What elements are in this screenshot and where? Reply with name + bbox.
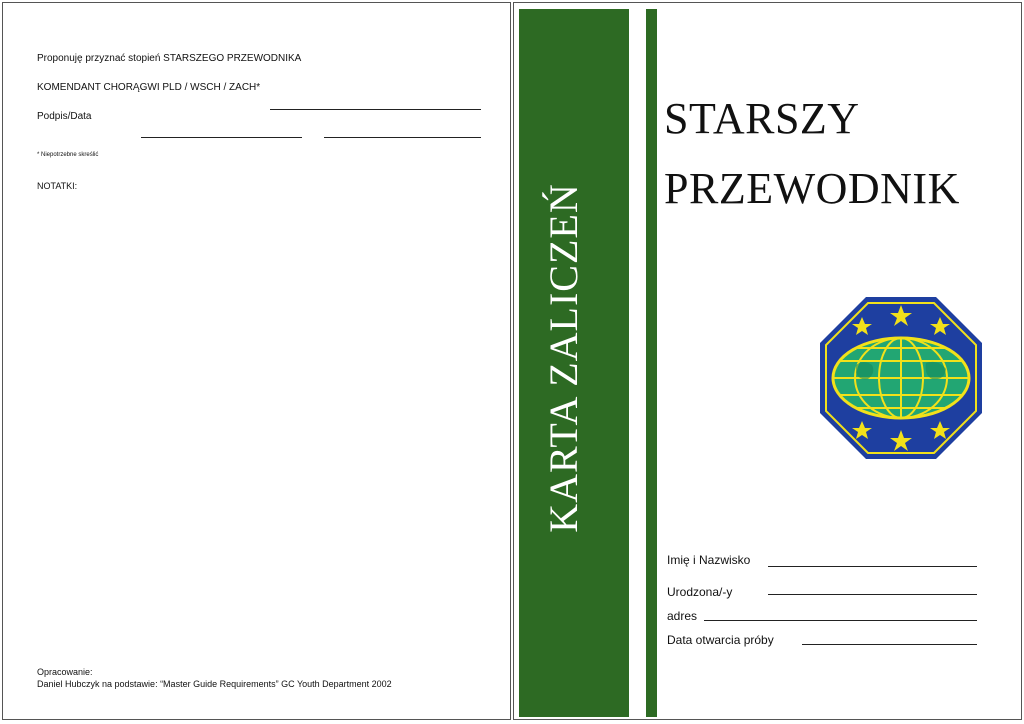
right-page — [513, 2, 1022, 720]
title-line-1: STARSZY — [664, 94, 860, 143]
opening-date-field[interactable] — [802, 644, 977, 645]
credits-text: Daniel Hubczyk na podstawie: “Master Guide Requirements” GC Youth Department 2002 — [37, 679, 392, 689]
credits-label: Opracowanie: — [37, 667, 93, 677]
signature-line[interactable] — [141, 137, 302, 138]
opening-date-label: Data otwarcia próby — [667, 633, 774, 647]
born-label: Urodzona/-y — [667, 585, 733, 599]
name-field[interactable] — [768, 566, 977, 567]
date-line[interactable] — [324, 137, 481, 138]
spine-stripe — [629, 9, 646, 717]
address-field[interactable] — [704, 620, 977, 621]
title-line-2: PRZEWODNIK — [664, 164, 960, 213]
spine-title: KARTA ZALICZEŃ — [541, 183, 586, 533]
signature-label: Podpis/Data — [37, 111, 92, 122]
born-field[interactable] — [768, 594, 977, 595]
address-label: adres — [667, 609, 698, 623]
commander-signature-line[interactable] — [270, 109, 481, 110]
commander-text: KOMENDANT CHORĄGWI PLD / WSCH / ZACH* — [37, 82, 261, 93]
proposal-text: Proponuję przyznać stopień STARSZEGO PRZEWODNIKA — [37, 53, 302, 64]
name-label: Imię i Nazwisko — [667, 553, 751, 567]
master-guide-emblem-icon — [816, 293, 986, 463]
left-page — [2, 2, 511, 720]
green-spine — [519, 9, 657, 717]
notes-label: NOTATKI: — [37, 181, 78, 191]
footnote: * Niepotrzebne skreślić — [37, 152, 99, 158]
